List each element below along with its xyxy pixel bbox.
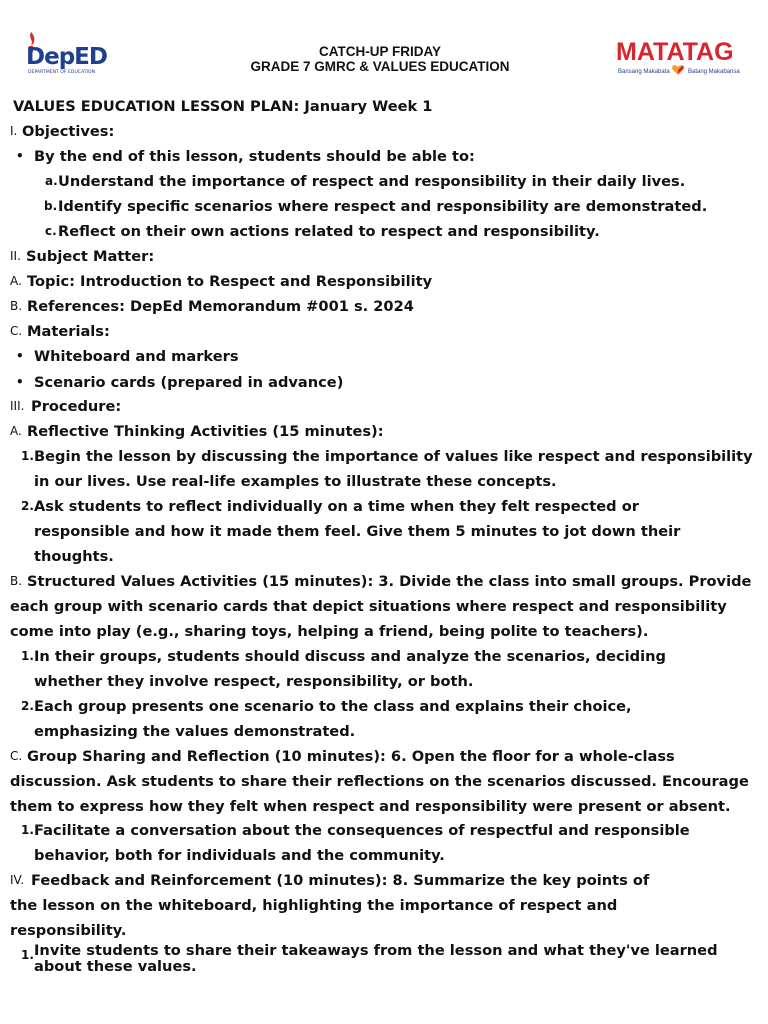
paragraph-line: responsibility. (10, 922, 127, 939)
list-marker: 1. (21, 948, 34, 962)
list-marker: A. (10, 274, 22, 288)
matatag-tagline-right: Batang Makabansa (688, 69, 740, 75)
paragraph-line: come into play (e.g., sharing toys, helping a friend, being polite to teachers). (10, 623, 649, 640)
list-marker: 1. (21, 823, 34, 837)
list-item-line: about these values. (34, 958, 197, 975)
list-marker: b. (44, 199, 58, 213)
list-marker: C. (10, 324, 23, 338)
list-item-line: emphasizing the values demonstrated. (34, 723, 356, 740)
list-item-text: Reflect on their own actions related to respect and responsibility. (58, 223, 600, 240)
section-marker: IV. (10, 873, 25, 887)
list-item-text: Whiteboard and markers (34, 348, 239, 365)
paragraph-line: each group with scenario cards that depict situations where respect and responsibility (10, 598, 727, 615)
paragraph-line: them to express how they felt when respect and responsibility were present or absent. (10, 798, 731, 815)
matatag-logo-text: MATATAG (616, 38, 734, 66)
paragraph-line: Structured Values Activities (15 minutes): 3. Divide the class into small groups. Provide (27, 573, 752, 590)
doc-title: VALUES EDUCATION LESSON PLAN: January Week 1 (13, 98, 433, 115)
list-marker: 2. (21, 499, 34, 513)
paragraph-line: Feedback and Reinforcement (10 minutes): 8. Summarize the key points of (31, 872, 650, 889)
header-line-1: CATCH-UP FRIDAY (318, 44, 441, 59)
references-text: References: DepEd Memorandum #001 s. 2024 (27, 298, 414, 315)
matatag-logo (612, 32, 746, 84)
list-marker: a. (45, 174, 58, 188)
section-heading: Subject Matter: (26, 248, 155, 265)
list-marker: 1. (21, 649, 34, 663)
list-item-line: Ask students to reflect individually on a time when they felt respected or (34, 498, 639, 515)
deped-logo (22, 28, 118, 78)
section-marker: I. (10, 124, 18, 138)
objectives-intro: By the end of this lesson, students should be able to: (34, 148, 475, 165)
list-item-text: Scenario cards (prepared in advance) (34, 374, 344, 391)
list-marker: A. (10, 424, 22, 438)
list-item-line: Facilitate a conversation about the consequences of respectful and responsible (34, 822, 690, 839)
heart-icon (672, 65, 684, 75)
header-line-2: GRADE 7 GMRC & VALUES EDUCATION (250, 59, 510, 74)
list-item-line: thoughts. (34, 548, 114, 565)
paragraph-line: the lesson on the whiteboard, highlighting the importance of respect and (10, 897, 618, 914)
bullet-icon: • (16, 375, 24, 389)
list-marker: 2. (21, 699, 34, 713)
list-marker: B. (10, 574, 23, 588)
header-title (220, 44, 540, 74)
list-item-line: whether they involve respect, responsibility, or both. (34, 673, 474, 690)
section-heading: Objectives: (22, 123, 115, 140)
section-marker: II. (10, 249, 21, 263)
list-item-line: responsible and how it made them feel. Give them 5 minutes to jot down their (34, 523, 681, 540)
list-item-line: behavior, both for individuals and the community. (34, 847, 445, 864)
deped-logo-subtext: DEPARTMENT OF EDUCATION (28, 70, 96, 75)
section-heading: Procedure: (31, 398, 122, 415)
deped-logo-text: DepED (26, 44, 107, 70)
topic-text: Topic: Introduction to Respect and Responsibility (27, 273, 433, 290)
list-item-line: In their groups, students should discuss and analyze the scenarios, deciding (34, 648, 666, 665)
section-marker: III. (10, 399, 25, 413)
bullet-icon: • (16, 349, 24, 363)
paragraph-line: Group Sharing and Reflection (10 minutes): 6. Open the floor for a whole-class (27, 748, 675, 765)
subsection-heading: Reflective Thinking Activities (15 minutes): (27, 423, 384, 440)
matatag-tagline-left: Bansang Makabata (618, 69, 670, 75)
list-marker: c. (45, 224, 57, 238)
paragraph-line: discussion. Ask students to share their reflections on the scenarios discussed. Encourage (10, 773, 749, 790)
list-marker: C. (10, 749, 23, 763)
list-item-line: in our lives. Use real-life examples to illustrate these concepts. (34, 473, 557, 490)
bullet-icon: • (16, 149, 24, 163)
list-marker: B. (10, 299, 23, 313)
list-item-line: Each group presents one scenario to the class and explains their choice, (34, 698, 632, 715)
materials-heading: Materials: (27, 323, 110, 340)
list-item-line: Invite students to share their takeaways from the lesson and what they've learned (34, 942, 718, 959)
list-item-line: Begin the lesson by discussing the importance of values like respect and responsibility (34, 448, 753, 465)
list-item-text: Identify specific scenarios where respect and responsibility are demonstrated. (58, 198, 708, 215)
list-marker: 1. (21, 449, 34, 463)
list-item-text: Understand the importance of respect and responsibility in their daily lives. (58, 173, 686, 190)
